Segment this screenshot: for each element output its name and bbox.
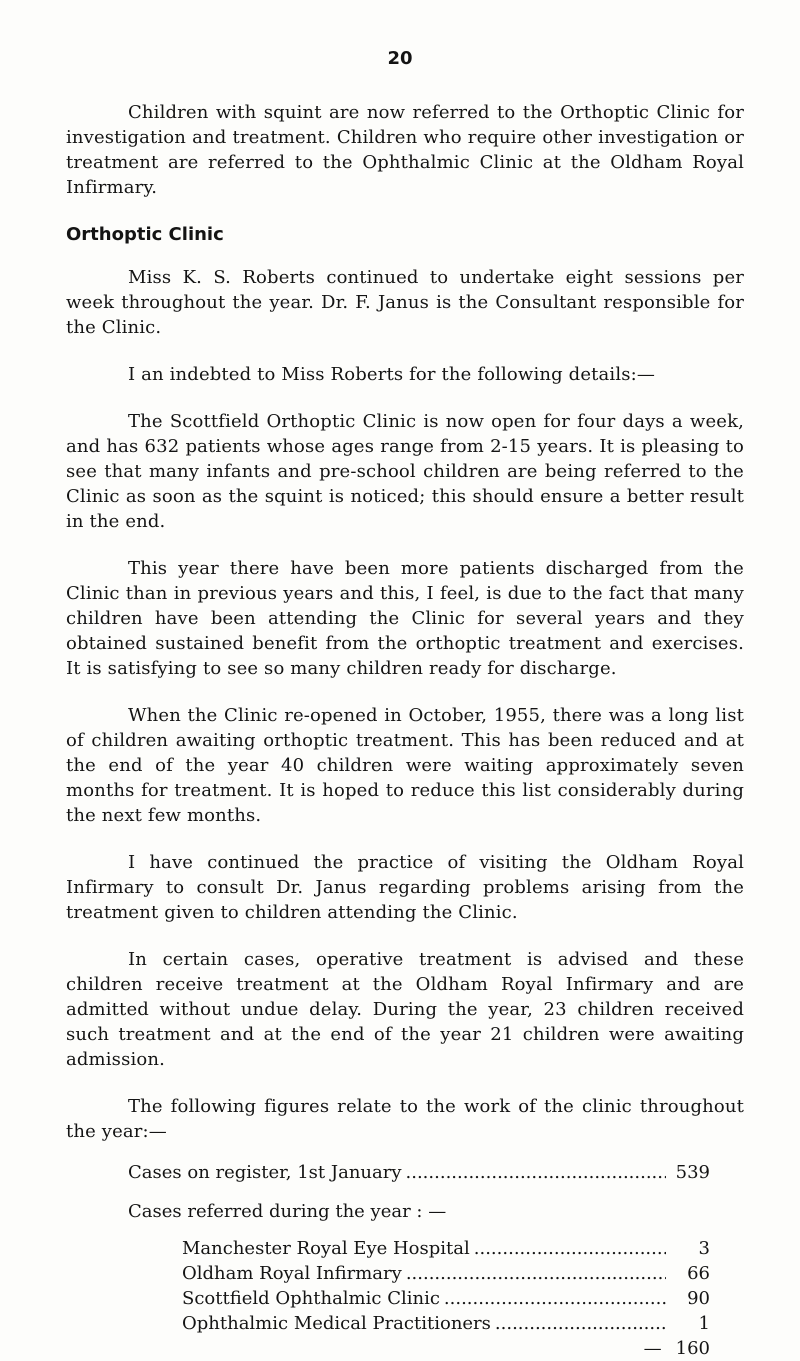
referred-row (182, 1311, 710, 1336)
total-row (182, 1336, 710, 1361)
total-value: 160 (675, 1338, 710, 1359)
referred-row (182, 1286, 710, 1311)
referred-value: 66 (687, 1263, 710, 1284)
intro-paragraph: Children with squint are now referred to the Orthoptic Clinic for investigation and treatment. Children who require other investigation or treatment are referred to the Ophthalmic Clinic at the Oldham Royal Infirmary. (66, 102, 744, 198)
referred-label: Oldham Royal Infirmary (182, 1263, 402, 1284)
paragraph-discharges: This year there have been more patients discharged from the Clinic than in previous years and this, I feel, is due to the fact that many children have been attending the Clinic for several years and they obtained sustained benefit from the orthoptic treatment and exercises. It is satisfying to see so many children ready for discharge. (66, 558, 744, 679)
statistics-table (66, 1160, 744, 1361)
paragraph-consultation: I have continued the practice of visiting the Oldham Royal Infirmary to consult Dr. Janus regarding problems arising from the treatment given to children attending the Clinic. (66, 852, 744, 923)
paragraph-figures-intro: The following figures relate to the work of the clinic throughout the year:— (66, 1096, 744, 1142)
referred-row (182, 1261, 710, 1286)
referred-row (182, 1236, 710, 1261)
leader-dots (474, 1236, 666, 1261)
register-value: 539 (675, 1162, 710, 1183)
paragraph-acknowledgement: I an indebted to Miss Roberts for the following details:— (128, 364, 655, 385)
register-row (128, 1160, 710, 1185)
register-label: Cases on register, 1st January (128, 1162, 402, 1183)
referred-list (182, 1236, 710, 1336)
referred-value: 1 (698, 1313, 710, 1334)
section-heading: Orthoptic Clinic (66, 224, 224, 245)
referred-label: Ophthalmic Medical Practitioners (182, 1313, 491, 1334)
leader-dots (444, 1286, 666, 1311)
page-number: 20 (387, 48, 413, 69)
paragraph-clinic-open: The Scottfield Orthoptic Clinic is now open for four days a week, and has 632 patients whose ages range from 2-15 years. It is pleasing to see that many infants and pre-school children are being referred to the Clinic as soon as the squint is noticed; this should ensure a better result in the end. (66, 411, 744, 532)
paragraph-operative: In certain cases, operative treatment is advised and these children receive treatment at the Oldham Royal Infirmary and are admitted without undue delay. During the year, 23 children received such treatment and at the end of the year 21 children were awaiting admission. (66, 949, 744, 1070)
paragraph-waiting-list: When the Clinic re-opened in October, 1955, there was a long list of children awaiting orthoptic treatment. This has been reduced and at the end of the year 40 children were waiting approximately seven months for treatment. It is hoped to reduce this list considerably during the next few months. (66, 705, 744, 826)
referred-heading: Cases referred during the year : — (128, 1201, 447, 1222)
leader-dots (406, 1160, 666, 1185)
referred-value: 3 (698, 1238, 710, 1259)
referred-label: Manchester Royal Eye Hospital (182, 1238, 470, 1259)
paragraph-staffing: Miss K. S. Roberts continued to undertake eight sessions per week throughout the year. Dr. F. Janus is the Consultant responsible for the Clinic. (66, 267, 744, 338)
total-dash: — (643, 1338, 662, 1359)
document-body (66, 100, 744, 1361)
referred-value: 90 (687, 1288, 710, 1309)
leader-dots (406, 1261, 666, 1286)
leader-dots (495, 1311, 666, 1336)
referred-label: Scottfield Ophthalmic Clinic (182, 1288, 440, 1309)
